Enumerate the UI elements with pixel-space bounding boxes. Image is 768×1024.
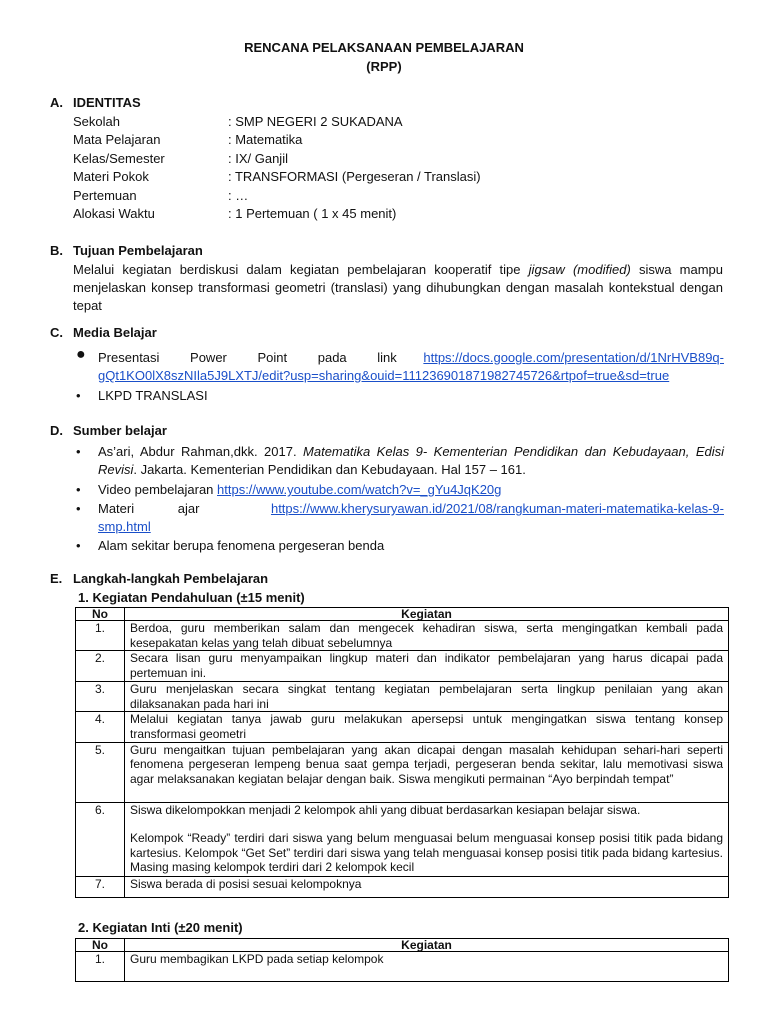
table-row: [76, 651, 729, 682]
identity-label: Pertemuan: [73, 188, 137, 203]
section-b-title: Tujuan Pembelajaran: [73, 243, 203, 258]
row-activity: Melalui kegiatan tanya jawab guru melakukan apersepsi untuk mengingatkan siswa tentang konsep transformasi geometri: [125, 712, 729, 742]
media-item-label: Presentasi Power Point pada link: [98, 350, 397, 365]
source-environment: Alam sekitar berupa fenomena pergeseran benda: [98, 538, 385, 553]
learning-objective-text: [73, 261, 723, 315]
bullet-icon: •: [76, 444, 81, 459]
row-activity: Guru mengaitkan tujuan pembelajaran yang akan dicapai dengan masalah kehidupan sehari-hari seperti fenomena pergeseran lempeng benua saat gempa terjadi, pergeseran benda sekitar, lalu memotivasi siswa agar melaksanakan kegiatan belajar dengan baik. Siswa mengikuti permainan “Ayo berpindah tempat”: [125, 742, 729, 802]
row-activity: Siswa berada di posisi sesuai kelompoknya: [125, 876, 729, 897]
identity-value: : TRANSFORMASI (Pergeseran / Translasi): [228, 169, 481, 184]
row-activity: Berdoa, guru memberikan salam dan mengecek kehadiran siswa, serta mengingatkan kembali pada kesepakatan kelas yang telah dibuat sebelumnya: [125, 621, 729, 651]
objective-text-part: siswa mampu menjelaskan konsep transformasi geometri (translasi) yang dihubungkan dengan masalah kontekstual dengan tepat: [73, 262, 723, 313]
table-row: [76, 876, 729, 897]
identity-value: : …: [228, 188, 249, 203]
row-number: 1.: [76, 952, 125, 982]
section-b-letter: B.: [50, 243, 63, 258]
document-title: RENCANA PELAKSANAAN PEMBELAJARAN: [244, 40, 524, 55]
bullet-icon: •: [76, 501, 81, 516]
table-header-row: [76, 608, 729, 621]
row-number: 5.: [76, 742, 125, 802]
identity-label: Mata Pelajaran: [73, 132, 161, 147]
col-kegiatan-header: Kegiatan: [125, 939, 729, 952]
inti-table: [75, 938, 729, 982]
row-activity: Guru menjelaskan secara singkat tentang kegiatan pembelajaran serta lingkup penilaian yang akan dilaksanakan pada hari ini: [125, 682, 729, 712]
reference-book-title: Matematika Kelas 9- Kementerian Pendidikan dan Kebudayaan, Edisi Revisi: [98, 444, 724, 477]
section-c-letter: C.: [50, 325, 63, 340]
media-item-presentation: [98, 349, 724, 385]
table-row: [76, 802, 729, 876]
row-number: 1.: [76, 621, 125, 651]
activity-paragraph: Siswa dikelompokkan menjadi 2 kelompok ahli yang dibuat berdasarkan kesiapan belajar siswa.: [130, 802, 641, 817]
bullet-icon: •: [76, 482, 81, 497]
identity-value: : Matematika: [228, 132, 303, 147]
materi-link-continued[interactable]: smp.html: [98, 519, 151, 534]
pendahuluan-subtitle: 1. Kegiatan Pendahuluan (±15 menit): [78, 590, 305, 605]
inti-subtitle: 2. Kegiatan Inti (±20 menit): [78, 920, 243, 935]
row-number: 6.: [76, 802, 125, 876]
row-number: 7.: [76, 876, 125, 897]
identity-value: : 1 Pertemuan ( 1 x 45 menit): [228, 206, 397, 221]
materi-label: Materi ajar: [98, 501, 200, 516]
section-a-letter: A.: [50, 95, 63, 110]
section-e-title: Langkah-langkah Pembelajaran: [73, 571, 269, 586]
youtube-link[interactable]: https://www.youtube.com/watch?v=_gYu4JqK20g: [217, 482, 502, 497]
row-number: 4.: [76, 712, 125, 742]
identity-label: Sekolah: [73, 114, 120, 129]
source-materi: [98, 500, 724, 536]
identity-label: Materi Pokok: [73, 169, 149, 184]
table-header-row: [76, 939, 729, 952]
document-subtitle: (RPP): [366, 59, 402, 74]
row-activity: Secara lisan guru menyampaikan lingkup materi dan indikator pembelajaran yang harus dicapai pada pertemuan ini.: [125, 651, 729, 682]
pendahuluan-table: [75, 607, 729, 898]
table-row: [76, 952, 729, 982]
identity-label: Kelas/Semester: [73, 151, 165, 166]
bullet-icon: •: [76, 538, 81, 553]
section-e-letter: E.: [50, 571, 63, 586]
row-number: 3.: [76, 682, 125, 712]
table-row: [76, 682, 729, 712]
objective-italic-term: jigsaw (modified): [528, 262, 631, 277]
presentation-link[interactable]: https://docs.google.com/presentation/d/1NrHVB89q-: [423, 350, 724, 365]
col-no-header: No: [76, 939, 125, 952]
section-a-title: IDENTITAS: [73, 95, 141, 110]
bullet-icon: •: [76, 388, 81, 403]
table-row: [76, 712, 729, 742]
col-kegiatan-header: Kegiatan: [125, 608, 729, 621]
source-video: [98, 481, 724, 499]
row-activity: [125, 802, 729, 876]
media-item-lkpd: LKPD TRANSLASI: [98, 388, 208, 403]
video-label: Video pembelajaran: [98, 482, 218, 497]
activity-paragraph: Kelompok “Ready” terdiri dari siswa yang belum menguasai belum menguasai konsep posisi titik pada bidang kartesius. Kelompok “Get Set” terdiri dari siswa yang telah menguasai konsep posisi titik pada bidang kartesius. Masing masing kelompok terdiri dari 2 kelompok kecil: [130, 831, 723, 875]
source-book-reference: [98, 443, 724, 479]
identity-value: : IX/ Ganjil: [228, 151, 288, 166]
col-no-header: No: [76, 608, 125, 621]
reference-author: As’ari, Abdur Rahman,dkk. 2017.: [98, 444, 304, 459]
section-d-title: Sumber belajar: [73, 423, 167, 438]
presentation-link-continued[interactable]: gQt1KO0lX8szNIla5J9LXTJ/edit?usp=sharing&ouid=111236901871982745726&rtpof=true&sd=true: [98, 368, 670, 383]
reference-publisher: . Jakarta. Kementerian Pendidikan dan Kebudayaan. Hal 157 – 161.: [133, 462, 526, 477]
row-activity: Guru membagikan LKPD pada setiap kelompok: [125, 952, 729, 982]
table-row: [76, 621, 729, 651]
section-c-title: Media Belajar: [73, 325, 157, 340]
identity-value: : SMP NEGERI 2 SUKADANA: [228, 114, 403, 129]
section-d-letter: D.: [50, 423, 63, 438]
table-row: [76, 742, 729, 802]
bullet-icon: ●: [76, 346, 86, 363]
materi-link[interactable]: https://www.kherysuryawan.id/2021/08/rangkuman-materi-matematika-kelas-9-: [270, 501, 724, 516]
objective-text-part: Melalui kegiatan berdiskusi dalam kegiatan pembelajaran kooperatif tipe: [73, 262, 529, 277]
row-number: 2.: [76, 651, 125, 682]
identity-label: Alokasi Waktu: [73, 206, 155, 221]
